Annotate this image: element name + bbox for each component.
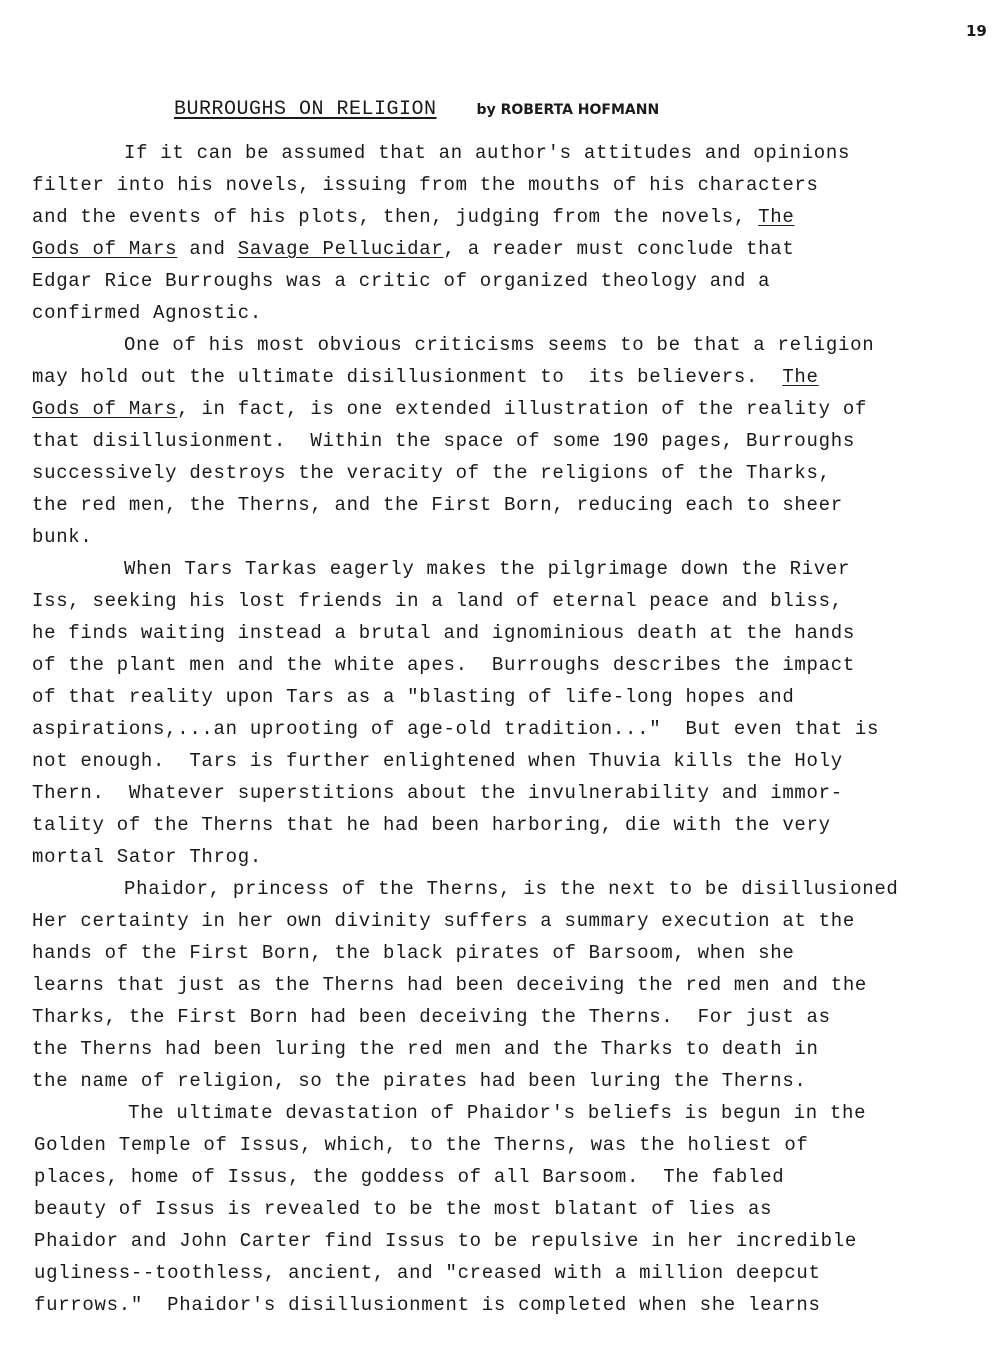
line-text: Iss, seeking his lost friends in a land of eternal peace and bliss, <box>32 590 843 612</box>
line-text: , in fact, is one extended illustration of the reality of <box>177 398 868 420</box>
text-line <box>124 873 899 905</box>
line-text: that disillusionment. Within the space of some 190 pages, Burroughs <box>32 430 855 452</box>
line-text: of that reality upon Tars as a "blasting of life-long hopes and <box>32 686 795 708</box>
text-line <box>32 777 843 809</box>
line-text: he finds waiting instead a brutal and ignominious death at the hands <box>32 622 855 644</box>
text-line <box>32 649 855 681</box>
text-line <box>32 905 855 937</box>
book-title: Gods of Mars <box>32 398 178 420</box>
book-title: Gods of Mars <box>32 238 178 260</box>
line-text: beauty of Issus is revealed to be the most blatant of lies as <box>34 1198 773 1220</box>
line-text: filter into his novels, issuing from the mouths of his characters <box>32 174 819 196</box>
line-text: not enough. Tars is further enlightened when Thuvia kills the Holy <box>32 750 843 772</box>
line-text: Her certainty in her own divinity suffers a summary execution at the <box>32 910 855 932</box>
line-text: confirmed Agnostic. <box>32 302 262 324</box>
line-text: the name of religion, so the pirates had been luring the Therns. <box>32 1070 807 1092</box>
text-line <box>32 713 879 745</box>
text-line <box>32 1001 831 1033</box>
text-line <box>124 329 874 361</box>
book-title: The <box>758 206 795 228</box>
text-line <box>32 201 794 233</box>
line-text: furrows." Phaidor's disillusionment is completed when she learns <box>34 1294 821 1316</box>
line-text: and the events of his plots, then, judging from the novels, <box>32 206 759 228</box>
text-line <box>32 297 262 329</box>
text-line <box>32 169 819 201</box>
line-text: successively destroys the veracity of the religions of the Tharks, <box>32 462 831 484</box>
text-line <box>32 457 831 489</box>
text-line <box>32 489 843 521</box>
line-text: the red men, the Therns, and the First Born, reducing each to sheer <box>32 494 843 516</box>
text-line <box>128 1097 866 1129</box>
line-text: hands of the First Born, the black pirates of Barsoom, when she <box>32 942 795 964</box>
line-text: The ultimate devastation of Phaidor's beliefs is begun in the <box>128 1102 867 1124</box>
text-line <box>32 265 770 297</box>
text-line <box>32 393 867 425</box>
text-line <box>32 681 794 713</box>
line-text: If it can be assumed that an author's attitudes and opinions <box>124 142 851 164</box>
text-line <box>32 1065 807 1097</box>
text-line <box>32 233 794 265</box>
text-line <box>34 1225 857 1257</box>
text-line <box>32 585 843 617</box>
byline: by ROBERTA HOFMANN <box>476 102 660 118</box>
book-title: Savage Pellucidar <box>237 238 444 260</box>
text-line <box>32 1033 819 1065</box>
line-text: Phaidor and John Carter find Issus to be repulsive in her incredible <box>34 1230 857 1252</box>
text-line <box>32 745 843 777</box>
line-text: aspirations,...an uprooting of age-old tradition..." But even that is <box>32 718 880 740</box>
line-text: Edgar Rice Burroughs was a critic of organized theology and a <box>32 270 771 292</box>
line-text: tality of the Therns that he had been harboring, die with the very <box>32 814 831 836</box>
book-title: The <box>782 366 819 388</box>
text-line <box>34 1129 809 1161</box>
line-text: , a reader must conclude that <box>443 238 795 260</box>
line-text: mortal Sator Throg. <box>32 846 262 868</box>
text-line <box>34 1193 772 1225</box>
line-text: When Tars Tarkas eagerly makes the pilgrimage down the River <box>124 558 851 580</box>
line-text: places, home of Issus, the goddess of all Barsoom. The fabled <box>34 1166 785 1188</box>
text-line <box>34 1289 821 1321</box>
line-text: and <box>177 238 238 260</box>
text-line <box>34 1161 784 1193</box>
line-text: Golden Temple of Issus, which, to the Therns, was the holiest of <box>34 1134 809 1156</box>
line-text: Tharks, the First Born had been deceiving the Therns. For just as <box>32 1006 831 1028</box>
line-text: bunk. <box>32 526 93 548</box>
text-line <box>32 425 855 457</box>
text-line <box>32 361 819 393</box>
line-text: may hold out the ultimate disillusionment to its believers. <box>32 366 783 388</box>
article-heading <box>174 98 659 121</box>
text-line <box>32 841 262 873</box>
text-line <box>32 617 855 649</box>
line-text: learns that just as the Therns had been deceiving the red men and the <box>32 974 868 996</box>
line-text: Phaidor, princess of the Therns, is the next to be disillusioned <box>124 878 899 900</box>
line-text: Thern. Whatever superstitions about the invulnerability and immor- <box>32 782 843 804</box>
text-line <box>32 521 93 553</box>
text-line <box>32 937 794 969</box>
line-text: ugliness--toothless, ancient, and "creased with a million deepcut <box>34 1262 821 1284</box>
article-title: BURROUGHS ON RELIGION <box>174 98 437 121</box>
text-line <box>32 969 867 1001</box>
line-text: One of his most obvious criticisms seems to be that a religion <box>124 334 875 356</box>
line-text: of the plant men and the white apes. Burroughs describes the impact <box>32 654 855 676</box>
text-line <box>34 1257 821 1289</box>
line-text: the Therns had been luring the red men and the Tharks to death in <box>32 1038 819 1060</box>
text-line <box>32 809 831 841</box>
text-line <box>124 137 850 169</box>
page-number: 19 <box>966 22 987 40</box>
text-line <box>124 553 850 585</box>
